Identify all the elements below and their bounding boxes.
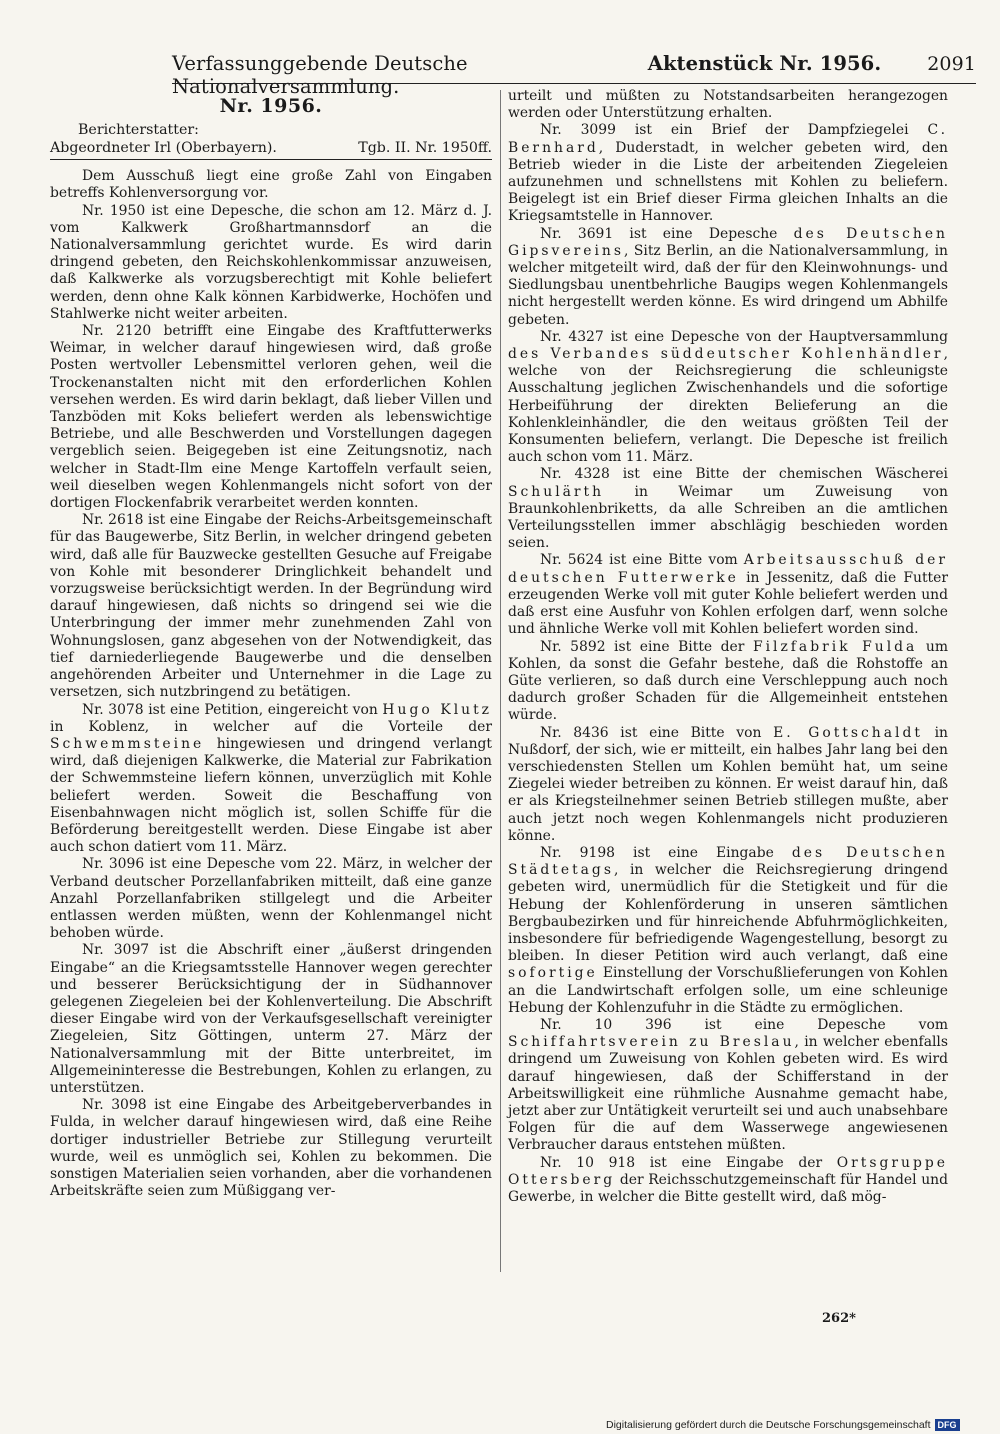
petitioner-name: Filzfabrik Fulda <box>752 638 918 655</box>
rapporteur-block <box>50 121 492 160</box>
paragraph: Nr. 5892 ist eine Bitte der Filzfabrik Fulda um Kohlen, da sonst die Gefahr bestehe, daß die Rohstoffe an Güte verlieren, so daß durch eine Verschleppung auch noch dadurch großer Schaden für die Allgemeinheit entstehen würde. <box>508 638 948 724</box>
column-divider <box>500 90 501 1272</box>
petitioner-name: Schiffahrtsverein zu Breslau <box>508 1034 795 1051</box>
right-column <box>508 88 948 1206</box>
paragraph-continued: urteilt und müßten zu Notstandsarbeiten herangezogen werden oder Unterstützung erhalten. <box>508 88 948 122</box>
footer-text: Digitalisierung gefördert durch die Deutsche Forschungsgemeinschaft <box>606 1419 931 1431</box>
left-column <box>50 88 492 1200</box>
digitization-footer <box>606 1419 960 1431</box>
rapporteur-name: Abgeordneter Irl (Oberbayern). <box>50 140 277 157</box>
paragraph: Nr. 9198 ist eine Eingabe des Deutschen Städtetags, in welcher die Reichsregierung dringend gebeten wird, unermüdlich für die Stetigkeit und für die Hebung der Kohlenförderung in unseren sämtlichen Bergbaubezirken und für hinreichende Abfuhrmöglichkeiten, insbesondere für befriedigende Wagengestellung, besorgt zu bleiben. In dieser Petition wird auch verlangt, daß eine sofortige Einstellung der Vorschußlieferungen von Kohlen an die Landwirtschaft erfolgen solle, um eine schleunige Hebung der Kohlenzufuhr in die Städte zu ermöglichen. <box>508 844 948 1016</box>
paragraph: Nr. 2618 ist eine Eingabe der Reichs-Arbeitsgemeinschaft für das Baugewerbe, Sitz Berlin, in welcher dringend gebeten wird, daß alle für Bauzwecke gestellten Gesuche auf Freigabe von Kohle mit besonderer Dringlichkeit behandelt und vorzugsweise berücksichtigt werden. In der Begründung wird darauf hingewiesen, daß nichts so dringend sei wie die Unterbringung der immer mehr zunehmenden Zahl von Wohnungslosen, ganz abgesehen von der Notwendigkeit, das tief darniederliegende Baugewerbe und die denselben angehörenden Arbeiter und Unternehmer in die Lage zu versetzen, sich nutzbringend zu betätigen. <box>50 512 492 701</box>
petitioner-name: des Verbandes süddeutscher Kohlenhändler <box>508 346 944 363</box>
paragraph: Nr. 3099 ist ein Brief der Dampfziegelei C. Bernhard, Duderstadt, in welcher gebeten wird, den Betrieb wieder in die Liste der arbeitenden Ziegeleien aufzunehmen und schnellstens mit Kohlen zu beliefern. Beigelegt ist ein Brief dieser Firma gleichen Inhalts an die Kriegsamtstelle in Hannover. <box>508 122 948 225</box>
paragraph: Nr. 10 396 ist eine Depesche vom Schiffahrtsverein zu Breslau, in welcher ebenfalls dringend um Zuweisung von Kohlen gebeten wird. Es wird darauf hingewiesen, daß der Schifferstand in der Arbeitswilligkeit eine rühmliche Ausnahme gemacht habe, jetzt aber zur Untätigkeit verurteilt sei und auch unabsehbare Folgen für die auf dem Wasserwege angewiesenen Verbraucher daraus entstehen müßten. <box>508 1016 948 1154</box>
petitioner-name: Ortsgruppe Ottersberg <box>508 1154 948 1188</box>
paragraph: Nr. 5624 ist eine Bitte vom Arbeitsausschuß der deutschen Futterwerke in Jessenitz, daß die Futter erzeugenden Werke voll mit guter Kohle beliefert werden und daß erst eine Ausfuhr von Kohlen erfolgen darf, wenn solche und ähnliche Werke voll mit Kohlen beliefert worden sind. <box>508 552 948 638</box>
petitioner-name: E. Gottschaldt <box>773 724 923 741</box>
paragraph: Nr. 3096 ist eine Depesche vom 22. März, in welcher der Verband deutscher Porzellanfabriken mitteilt, daß eine ganze Anzahl Porzellanfabriken stillgelegt und die Arbeiter entlassen werden müßten, wenn der Kohlenmangel nicht behoben würde. <box>50 856 492 942</box>
paragraph: Nr. 4327 ist eine Depesche von der Hauptversammlung des Verbandes süddeutscher Kohlenhändler, welche von der Reichsregierung die schleunigste Ausschaltung jeglichen Zwischenhandels und die sofortige Herbeiführung der direkten Belieferung an die Kohlenkleinhändler, die den weitaus größten Teil der Konsumenten beliefern, verlangt. Die Depesche ist freilich auch schon vom 11. März. <box>508 328 948 466</box>
petitioner-name: des Deutschen Städtetags <box>508 844 948 879</box>
emphasized-term: sofortige <box>508 965 598 982</box>
paragraph: Nr. 2120 betrifft eine Eingabe des Kraftfutterwerks Weimar, in welcher darauf hingewiesen wird, daß große Posten wertvoller Lebensmittel verloren gehen, weil die Trockenanstalten nicht mit den erforderlichen Kohlen versehen werden. Es wird darin beklagt, daß lieber Villen und Tanzböden mit Koks beliefert werden als lebenswichtige Betriebe, und alle Beschwerden und Vorstellungen dagegen vergeblich seien. Beigegeben ist eine Zeitungsnotiz, nach welcher in Stadt-Ilm eine Menge Kartoffeln verfault seien, weil dieselben wegen Kohlenmangels nicht sofort von der dortigen Flockenfabrik verarbeitet werden konnten. <box>50 323 492 512</box>
paragraph: Nr. 4328 ist eine Bitte der chemischen Wäscherei Schulärth in Weimar um Zuweisung von Braunkohlenbriketts, da alle Schreiben an die amtlichen Verteilungsstellen immer abschlägig beschieden worden seien. <box>508 466 948 552</box>
document-number: Nr. 1956. <box>219 95 323 117</box>
petitioner-name: Arbeitsausschuß der deutschen Futterwerke <box>508 552 948 586</box>
paragraph: Nr. 3691 ist eine Depesche des Deutschen Gipsvereins, Sitz Berlin, an die Nationalversammlung, in welcher mitgeteilt wird, daß der für den Kleinwohnungs- und Siedlungsbau unentbehrliche Baugips wegen Kohlenmangels nicht hergestellt werden könne. Es wird dringend um Abhilfe gebeten. <box>508 225 948 328</box>
paragraph: Nr. 10 918 ist eine Eingabe der Ortsgruppe Ottersberg der Reichsschutzgemeinschaft für Handel und Gewerbe, in welcher die Bitte gestellt wird, daß mög- <box>508 1154 948 1205</box>
running-header <box>172 52 976 98</box>
header-document-number: Aktenstück Nr. 1956. <box>647 52 882 75</box>
rapporteur-line <box>50 139 492 160</box>
paragraph: Nr. 1950 ist eine Depesche, die schon am 12. März d. J. vom Kalkwerk Großhartmannsdorf an die Nationalversammlung gerichtet wurde. Es wird darin dringend gebeten, den Reichskohlenkommissar anzuweisen, daß Kalkwerke als vorzugsberechtigt mit Kohle beliefert werden, denn ohne Kalk können Karbidwerke, Hochöfen und Stahlwerke nicht weiter arbeiten. <box>50 202 492 322</box>
petitioner-name: Schulärth <box>508 483 605 500</box>
dfg-logo-icon: DFG <box>935 1419 960 1431</box>
paragraph: Nr. 3098 ist eine Eingabe des Arbeitgeberverbandes in Fulda, in welcher darauf hingewiesen wird, daß eine Reihe dortiger industrieller Betriebe zur Stillegung verurteilt wurde, weil es unmöglich sei, Kohlen zu bekommen. Die sonstigen Materialien seien vorhanden, aber die vorhandenen Arbeitskräfte seien zum Müßiggang ver- <box>50 1097 492 1200</box>
rapporteur-label: Berichterstatter: <box>78 122 199 139</box>
journal-reference: Tgb. II. Nr. 1950ff. <box>358 140 492 157</box>
petitioner-name: des Deutschen Gipsvereins <box>508 225 948 259</box>
paragraph: Nr. 3078 ist eine Petition, eingereicht von Hugo Klutz in Koblenz, in welcher auf die Vorteile der Schwemmsteine hingewiesen und dringend verlangt wird, daß diejenigen Kalkwerke, die Material zur Fabrikation der Schwemmsteine liefern können, unverzüglich mit Kohle beliefert werden. Soweit die Beschaffung von Eisenbahnwagen nicht möglich ist, sollen Schiffe für die Beförderung bereitgestellt werden. Diese Eingabe ist aber auch schon datiert vom 11. März. <box>50 701 492 856</box>
paragraph: Dem Ausschuß liegt eine große Zahl von Eingaben betreffs Kohlenversorgung vor. <box>50 168 492 202</box>
paragraph: Nr. 3097 ist die Abschrift einer „äußerst dringenden Eingabe“ an die Kriegsamtsstelle Hannover wegen gerechter und besserer Berücksichtigung der in Südhannover gelegenen Ziegeleien bei der Kohlenverteilung. Die Abschrift dieser Eingabe wird von der Verkaufsgesellschaft vereinigter Ziegeleien, Sitz Göttingen, unterm 27. März der Nationalversammlung mit der Bitte unterbreitet, im Allgemeininteresse die Bestrebungen, Kohlen zu erlangen, zu unterstützen. <box>50 942 492 1096</box>
petitioner-name: C. Bernhard <box>508 122 948 156</box>
emphasized-term: Schwemmsteine <box>50 735 205 752</box>
header-rule <box>172 83 976 84</box>
page-number: 2091 <box>927 53 976 75</box>
paragraph: Nr. 8436 ist eine Bitte von E. Gottschaldt in Nußdorf, der sich, wie er mitteilt, ein halbes Jahr lang bei den verschiedensten Stellen um Kohlen bemüht hat, um seine Ziegelei wieder betreiben zu können. Er weist darauf hin, daß er als Kriegsteilnehmer seinen Betrieb stillegen mußte, aber auch jetzt noch wegen Kohlenmangels nicht produzieren könne. <box>508 724 949 844</box>
header-title: Verfassunggebende Deutsche Nationalversammlung. <box>172 52 468 98</box>
printer-signature-mark: 262* <box>822 1311 856 1326</box>
petitioner-name: Hugo Klutz <box>382 701 492 718</box>
